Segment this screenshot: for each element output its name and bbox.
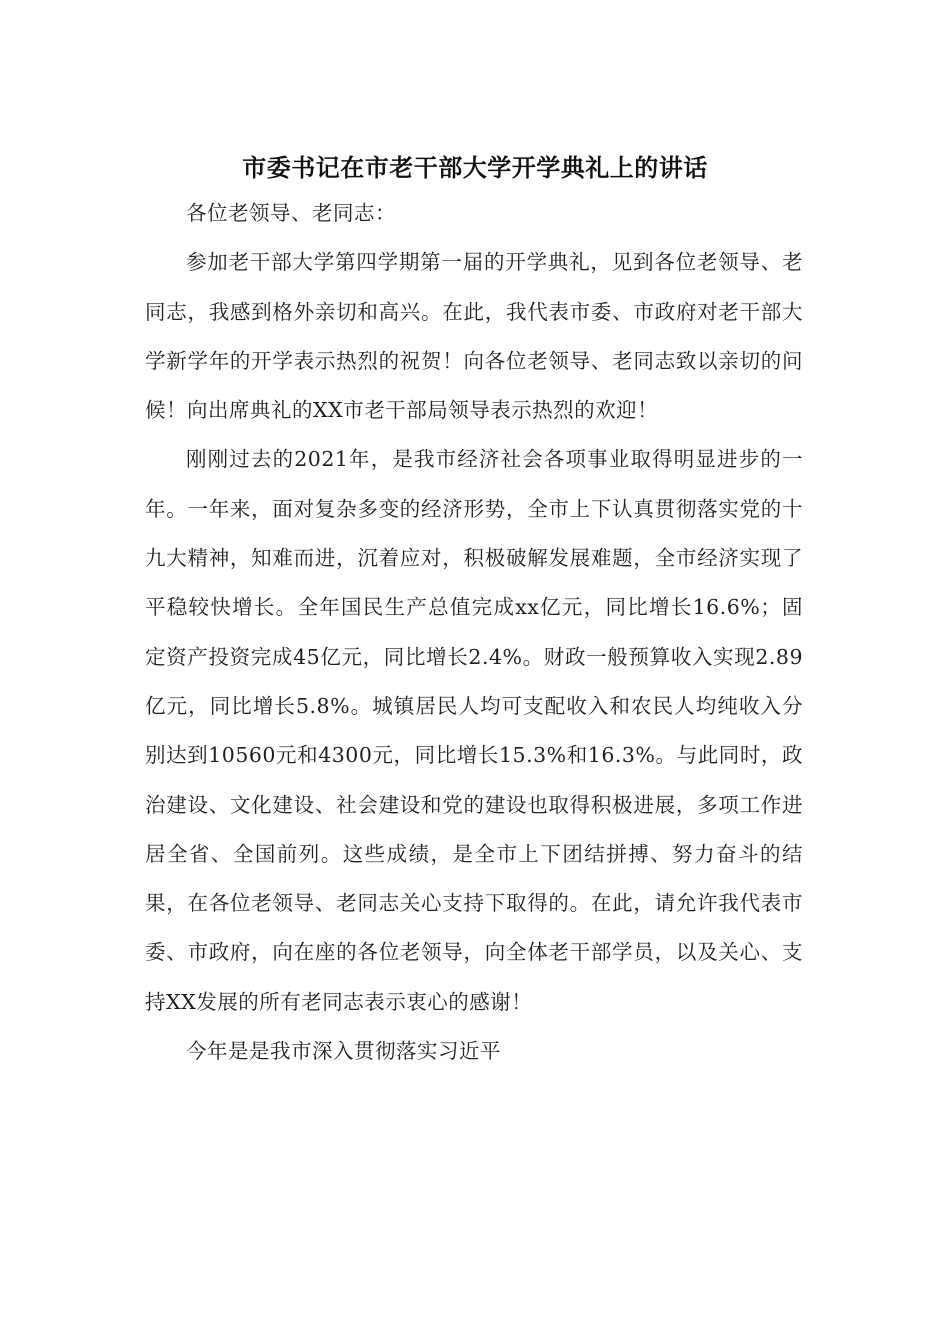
salutation-paragraph: 各位老领导、老同志： <box>186 201 396 225</box>
page-title: 市委书记在市老干部大学开学典礼上的讲话 <box>242 154 708 182</box>
document-body <box>145 189 803 1076</box>
achievements-paragraph: 刚刚过去的2021年，是我市经济社会各项事业取得明显进步的一年。一年来，面对复杂多变的经济形势，全市上下认真贯彻落实党的十九大精神，知难而进，沉着应对，积极破解发展难题，全市经济实现了平稳较快增长。全年国民生产总值完成xx亿元，同比增长16.6%；固定资产投资完成45亿元，同比增长2.4%。财政一般预算收入实现2.89亿元，同比增长5.8%。城镇居民人均可支配收入和农民人均纯收入分别达到10560元和4300元，同比增长15.3%和16.3%。与此同时，政治建设、文化建设、社会建设和党的建设也取得积极进展，多项工作进居全省、全国前列。这些成绩，是全市上下团结拼搏、努力奋斗的结果，在各位老领导、老同志关心支持下取得的。在此，请允许我代表市委、市政府，向在座的各位老领导，向全体老干部学员，以及关心、支持XX发展的所有老同志表示衷心的感谢！ <box>145 447 803 1014</box>
greeting-paragraph: 参加老干部大学第四学期第一届的开学典礼，见到各位老领导、老同志，我感到格外亲切和高兴。在此，我代表市委、市政府对老干部大学新学年的开学表示热烈的祝贺！向各位老领导、老同志致以亲切的问候！向出席典礼的XX市老干部局领导表示热烈的欢迎！ <box>145 250 803 423</box>
this-year-paragraph: 今年是是我市深入贯彻落实习近平 <box>186 1039 501 1064</box>
